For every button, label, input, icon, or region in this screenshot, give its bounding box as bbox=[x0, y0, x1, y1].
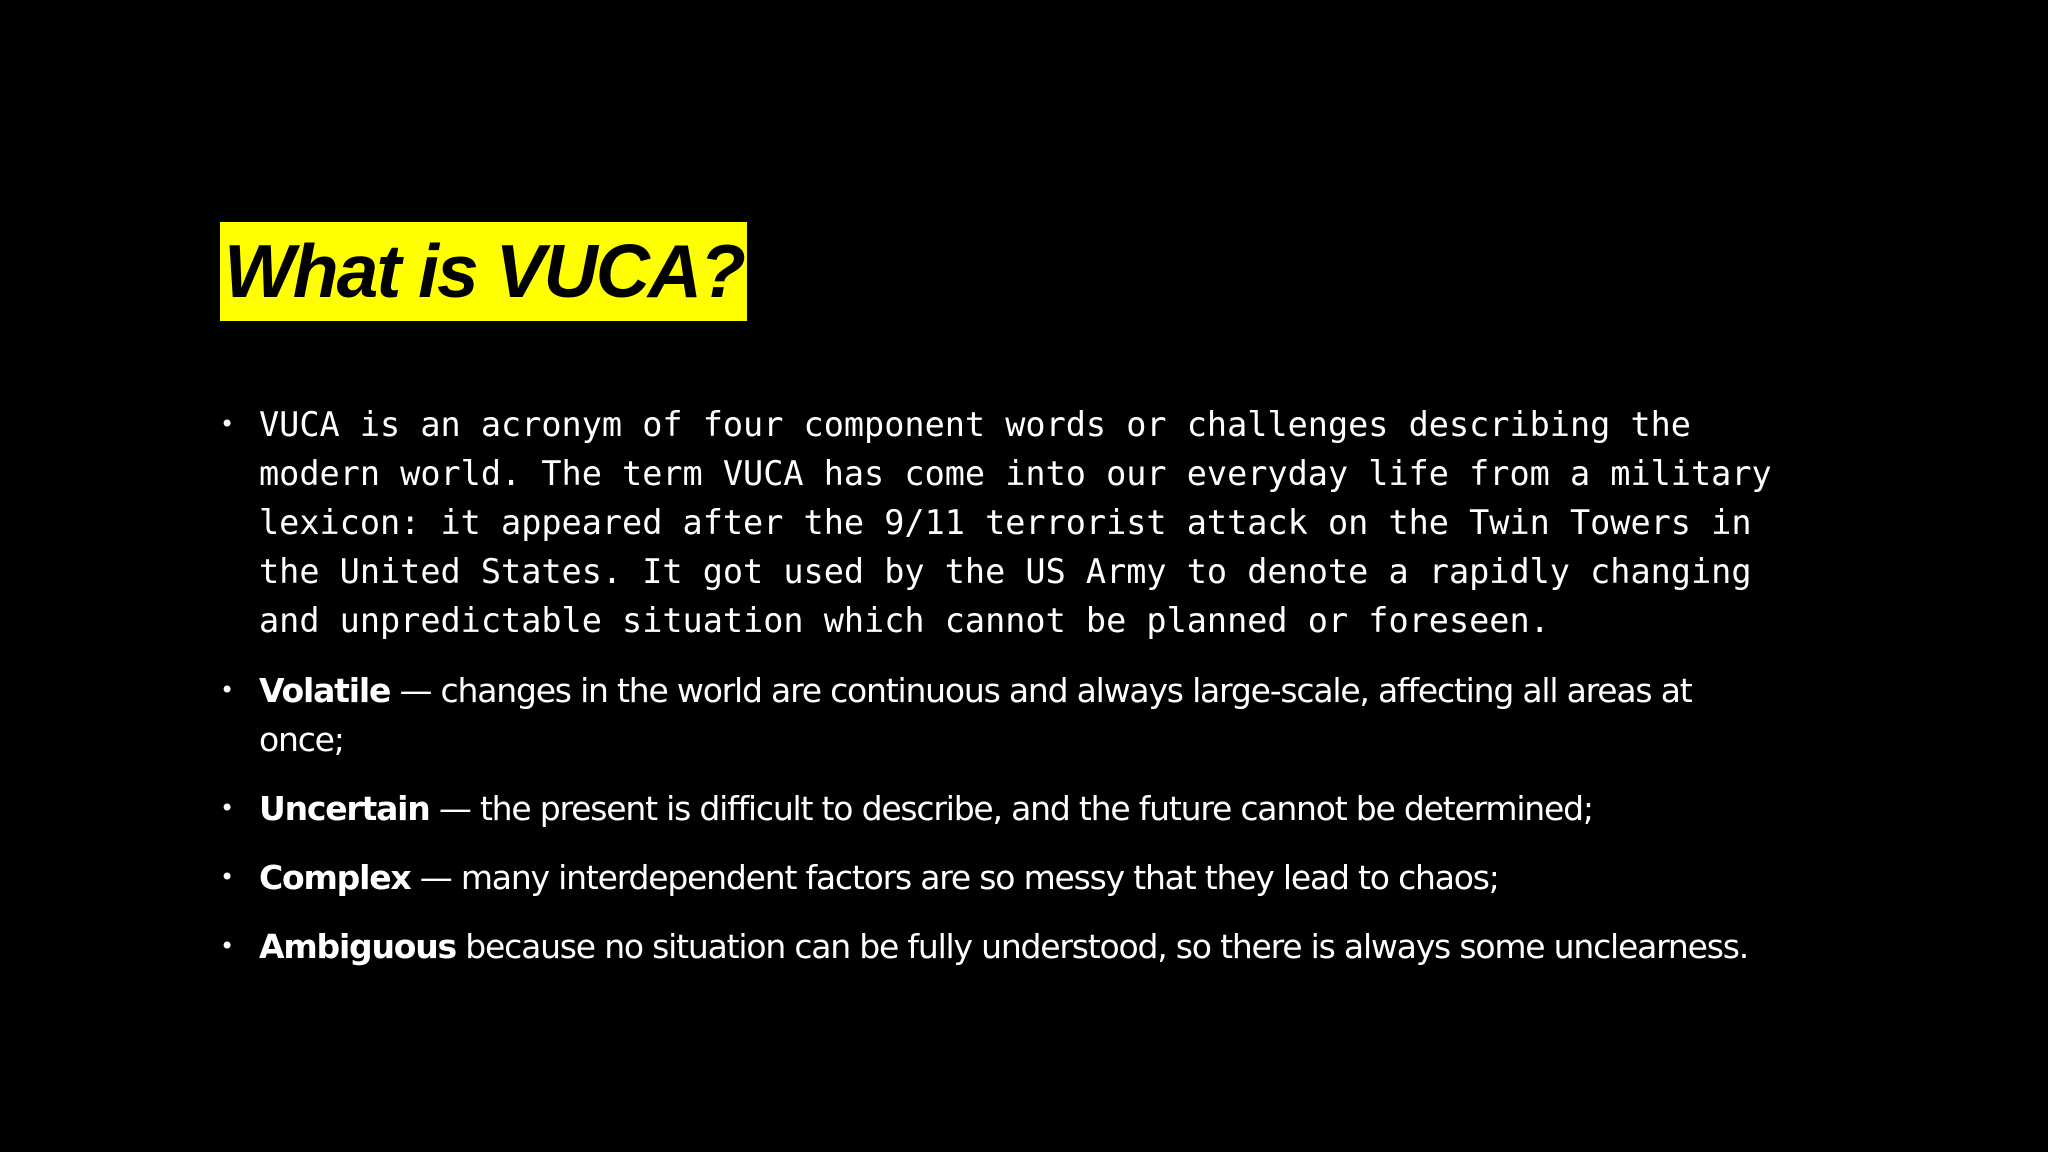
bullet-list bbox=[220, 400, 1780, 991]
bullet-ambiguous bbox=[220, 922, 1780, 971]
term-complex: Complex bbox=[259, 858, 411, 897]
title-highlight bbox=[220, 222, 747, 321]
term-uncertain: Uncertain bbox=[259, 789, 430, 828]
bullet-intro bbox=[220, 400, 1780, 645]
term-volatile: Volatile bbox=[259, 671, 391, 710]
term-ambiguous: Ambiguous bbox=[259, 927, 456, 966]
intro-text: VUCA is an acronym of four component words or challenges describing the modern world. The term VUCA has come into our everyday life from a military lexicon: it appeared after the 9/11 terrorist attack on the Twin Towers in the United States. It got used by the US Army to denote a rapidly changing and unpredictable situation which cannot be planned or foreseen. bbox=[259, 405, 1772, 640]
bullet-dot-icon: • bbox=[220, 794, 235, 822]
slide-title: What is VUCA? bbox=[224, 229, 744, 313]
bullet-dot-icon: • bbox=[220, 676, 235, 704]
definition-uncertain: — the present is difficult to describe, and the future cannot be determined; bbox=[429, 789, 1593, 828]
definition-volatile: — changes in the world are continuous and always large-scale, affecting all areas at once; bbox=[259, 671, 1692, 759]
bullet-dot-icon: • bbox=[220, 863, 235, 891]
bullet-complex bbox=[220, 853, 1780, 902]
bullet-dot-icon: • bbox=[220, 932, 235, 960]
definition-ambiguous: because no situation can be fully understood, so there is always some unclearness. bbox=[455, 927, 1749, 966]
bullet-uncertain bbox=[220, 784, 1780, 833]
definition-complex: — many interdependent factors are so messy that they lead to chaos; bbox=[410, 858, 1499, 897]
bullet-dot-icon: • bbox=[220, 410, 235, 438]
bullet-volatile bbox=[220, 666, 1780, 764]
